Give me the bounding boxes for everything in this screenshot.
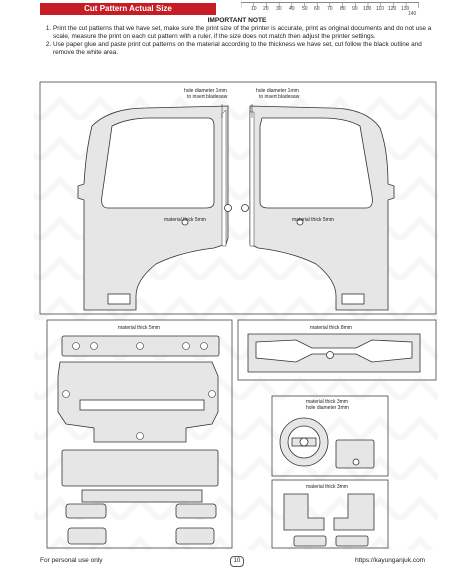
ruler-label: 140 (408, 11, 417, 17)
website-link[interactable]: https://kayunganjuk.com (355, 557, 426, 564)
base-thickness: material thick 3mm (306, 484, 348, 490)
cut-pattern-title: Cut Pattern Actual Size (40, 3, 216, 15)
right-door-thickness: material thick 5mm (292, 217, 334, 223)
wheel-hole-size: hole diameter 3mm (306, 405, 349, 411)
hole-label-left: hole diameter 1mm (184, 88, 227, 94)
footer-note: For personal use only (40, 557, 103, 564)
ruler-label: 80 (340, 6, 346, 12)
ruler-label: 60 (314, 6, 320, 12)
bladesaw-label-right: to insert bladesaw (259, 94, 300, 100)
left-door-thickness: material thick 5mm (164, 217, 206, 223)
ruler-label: 10 (251, 6, 257, 12)
ruler-label: 20 (263, 6, 269, 12)
note-item: 2. Use paper glue and paste print cut patterns on the material according to the thickness we have set, cut follow the black outline and remove the white area. (53, 41, 436, 57)
ruler-label: 100 (363, 6, 372, 12)
ruler-label: 50 (302, 6, 308, 12)
grille-thickness: material thick 8mm (310, 325, 352, 331)
ruler-label: 40 (289, 6, 295, 12)
ruler-label: 90 (352, 6, 358, 12)
grille-part (248, 334, 420, 372)
note-item: 1. Print the cut patterns that we have set, make sure the print size of the printer is accurate, print as original documents and do not use a scale, measure the print on each cut pattern with a ruler, if the size does not match then adjust the printer settings. (53, 25, 436, 41)
bladesaw-label-left: to insert bladesaw (187, 94, 228, 100)
ruler-label: 120 (388, 6, 397, 12)
note-title: IMPORTANT NOTE (207, 17, 267, 24)
page-number: 10 (230, 556, 244, 567)
bumper-thickness: material thick 5mm (118, 325, 160, 331)
ruler-label: 30 (276, 6, 282, 12)
hole-label-right: hole diameter 1mm (256, 88, 299, 94)
ruler-label: 110 (376, 6, 384, 12)
ruler-label: 130 (401, 6, 410, 12)
wheel-thickness: material thick 3mm (306, 399, 348, 405)
ruler-label: 70 (327, 6, 333, 12)
